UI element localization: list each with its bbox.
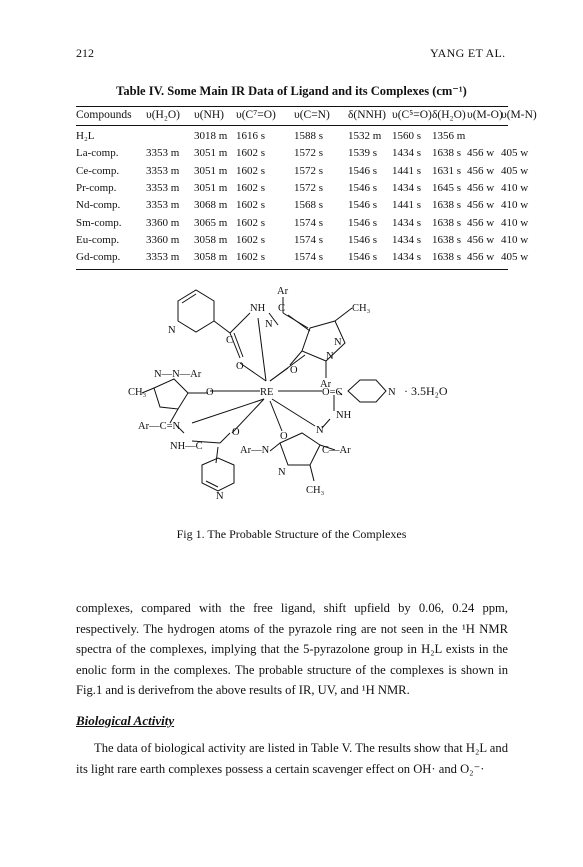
label-hydrate: · 3.5H₂O bbox=[404, 384, 448, 398]
cell-h2o-bend: 1638 s bbox=[432, 147, 462, 160]
col-header-nnh: δ(NNH) bbox=[348, 109, 386, 121]
label-nh-top: NH bbox=[250, 303, 266, 314]
cell-c5o: 1434 s bbox=[392, 216, 422, 229]
label-n-pyrazole-top2: N bbox=[326, 351, 334, 362]
cell-nnh: 1546 s bbox=[348, 181, 378, 194]
cell-compound: Gd-comp. bbox=[76, 251, 121, 264]
cell-mn: 405 w bbox=[501, 147, 529, 160]
cell-c7o: 1602 s bbox=[236, 251, 266, 264]
running-head: YANG ET AL. bbox=[430, 46, 506, 60]
col-header-mn: υ(M-N) bbox=[501, 109, 537, 121]
cell-cn: 1574 s bbox=[294, 216, 324, 229]
cell-h2o-stretch: 3353 m bbox=[146, 147, 180, 160]
label-ar-pyrazole-top: Ar bbox=[320, 379, 332, 390]
cell-compound: Eu-comp. bbox=[76, 233, 120, 246]
cell-h2o-stretch: 3360 m bbox=[146, 216, 180, 229]
cell-h2o-stretch: 3353 m bbox=[146, 164, 180, 177]
bond bbox=[335, 308, 352, 321]
bond bbox=[216, 447, 218, 463]
label-n-lower-right: N bbox=[316, 425, 324, 436]
label-o-c-right: O=C bbox=[322, 387, 343, 398]
bond-re-n-pyraz bbox=[270, 355, 305, 381]
cell-compound: Sm-comp. bbox=[76, 216, 122, 229]
cell-mo: 456 w bbox=[467, 199, 495, 212]
cell-nh: 3051 m bbox=[194, 164, 228, 177]
cell-h2o-stretch: 3353 m bbox=[146, 181, 180, 194]
cell-h2o-stretch: 3353 m bbox=[146, 251, 180, 264]
label-ar-n-lower: Ar—N bbox=[240, 445, 270, 456]
cell-nnh: 1546 s bbox=[348, 216, 378, 229]
cell-h2o-bend: 1638 s bbox=[432, 199, 462, 212]
cell-compound: H₂L bbox=[76, 130, 95, 142]
cell-mo: 456 w bbox=[467, 147, 495, 160]
table-top-rule bbox=[76, 106, 508, 107]
cell-c7o: 1602 s bbox=[236, 164, 266, 177]
label-n-n-ar: N—N—Ar bbox=[154, 369, 202, 380]
cell-mo: 456 w bbox=[467, 233, 495, 246]
cell-cn: 1574 s bbox=[294, 251, 324, 264]
bond-re-o-lower bbox=[270, 401, 282, 431]
cell-h2o-bend: 1631 s bbox=[432, 164, 462, 177]
table-header-rule bbox=[76, 125, 508, 126]
cell-mn: 410 w bbox=[501, 216, 529, 229]
table-bottom-rule bbox=[76, 269, 508, 270]
cell-h2o-bend: 1638 s bbox=[432, 216, 462, 229]
label-ch3-left: CH₃ bbox=[128, 387, 147, 398]
cell-h2o-bend: 1638 s bbox=[432, 233, 462, 246]
bond bbox=[214, 321, 230, 333]
bond-re-o-top-left bbox=[240, 363, 266, 381]
pyridine-ring-top-left bbox=[178, 290, 214, 332]
label-o-amide-top: O bbox=[236, 361, 244, 372]
label-n-pyridine-left: N bbox=[168, 325, 176, 336]
cell-c7o: 1602 s bbox=[236, 147, 266, 160]
label-c-amide-top: C bbox=[226, 335, 234, 346]
cell-h2o-bend: 1645 s bbox=[432, 181, 462, 194]
cell-nnh: 1546 s bbox=[348, 199, 378, 212]
cell-cn: 1572 s bbox=[294, 147, 324, 160]
label-c-top: C bbox=[278, 303, 286, 314]
label-rare-earth: RE bbox=[260, 387, 274, 398]
cell-c7o: 1602 s bbox=[236, 181, 266, 194]
cell-cn: 1588 s bbox=[294, 130, 324, 142]
label-o-pyrazole-top: O bbox=[290, 365, 298, 376]
cell-nh: 3051 m bbox=[194, 147, 228, 160]
cell-c5o: 1434 s bbox=[392, 181, 422, 194]
body-paragraph-2 bbox=[76, 738, 508, 779]
cell-c5o: 1441 s bbox=[392, 164, 422, 177]
cell-c7o: 1602 s bbox=[236, 199, 266, 212]
page-number: 212 bbox=[76, 46, 94, 60]
pyridine-ring-bottom bbox=[202, 458, 234, 491]
cell-c5o: 1434 s bbox=[392, 233, 422, 246]
label-ar-c-n: Ar—C=N bbox=[138, 421, 181, 432]
col-header-h2o-stretch: υ(H₂O) bbox=[146, 109, 180, 121]
cell-h2o-stretch: 3360 m bbox=[146, 233, 180, 246]
cell-mo: 456 w bbox=[467, 216, 495, 229]
cell-c5o: 1560 s bbox=[392, 130, 422, 142]
cell-compound: Ce-comp. bbox=[76, 164, 120, 177]
cell-compound: Pr-comp. bbox=[76, 181, 117, 194]
cell-cn: 1572 s bbox=[294, 181, 324, 194]
bond bbox=[220, 433, 230, 443]
col-header-c5o: υ(C⁵=O) bbox=[392, 109, 432, 121]
label-nh-right: NH bbox=[336, 410, 352, 421]
cell-nh: 3051 m bbox=[194, 181, 228, 194]
body-paragraph-1 bbox=[76, 598, 508, 701]
cell-c5o: 1434 s bbox=[392, 251, 422, 264]
complex-structure-figure bbox=[130, 283, 470, 513]
table-caption: Table IV. Some Main IR Data of Ligand and its Complexes (cm⁻¹) bbox=[116, 84, 467, 98]
label-n-pyridine-right: N bbox=[388, 387, 396, 398]
cell-nh: 3068 m bbox=[194, 199, 228, 212]
pyridine-ring-top-left-double bbox=[182, 294, 196, 303]
cell-compound: La-comp. bbox=[76, 147, 119, 160]
cell-cn: 1568 s bbox=[294, 199, 324, 212]
cell-nh: 3018 m bbox=[194, 130, 228, 142]
cell-nnh: 1546 s bbox=[348, 233, 378, 246]
col-header-mo: υ(M-O) bbox=[467, 109, 503, 121]
body-paragraph-2-text: The data of biological activity are listed in Table V. The results show that H₂L and its light rare earth complexes possess a certain scavenger effect on OH· and O₂⁻· bbox=[76, 741, 508, 776]
col-header-c7o: υ(C⁷=O) bbox=[236, 109, 276, 121]
pyridine-ring-right bbox=[348, 380, 386, 402]
cell-c5o: 1441 s bbox=[392, 199, 422, 212]
cell-compound: Nd-comp. bbox=[76, 199, 121, 212]
bond bbox=[288, 315, 310, 331]
cell-mn: 405 w bbox=[501, 251, 529, 264]
label-ch3-top: CH₃ bbox=[352, 303, 371, 314]
col-header-h2o-bend: δ(H₂O) bbox=[432, 109, 466, 121]
cell-nh: 3058 m bbox=[194, 251, 228, 264]
bond bbox=[270, 443, 280, 451]
cell-c7o: 1602 s bbox=[236, 233, 266, 246]
cell-mo: 456 w bbox=[467, 181, 495, 194]
cell-mn: 410 w bbox=[501, 199, 529, 212]
cell-nh: 3065 m bbox=[194, 216, 228, 229]
label-ar-top: Ar bbox=[277, 286, 289, 297]
cell-cn: 1574 s bbox=[294, 233, 324, 246]
label-o-left: O bbox=[206, 387, 214, 398]
cell-cn: 1572 s bbox=[294, 164, 324, 177]
label-o-lower: O bbox=[280, 431, 288, 442]
cell-nnh: 1546 s bbox=[348, 251, 378, 264]
label-n-top: N bbox=[265, 319, 273, 330]
cell-h2o-stretch: 3353 m bbox=[146, 199, 180, 212]
cell-c7o: 1616 s bbox=[236, 130, 266, 142]
figure-caption: Fig 1. The Probable Structure of the Complexes bbox=[176, 527, 407, 541]
cell-nnh: 1539 s bbox=[348, 147, 378, 160]
cell-h2o-bend: 1356 m bbox=[432, 130, 466, 142]
body-paragraph-1-text: complexes, compared with the free ligand, shift upfield by 0.06, 0.24 ppm, respectively. The hydrogen atoms of the pyrazole ring are not seen in the ¹H NMR spectra of the complexes, implying that the 5-pyrazolone group in H₂L exists in the enolic form in the complexes. The probable structure of the complexes is shown in Fig.1 and is derivefrom the above results of IR, UV, and ¹H NMR. bbox=[76, 601, 508, 698]
col-header-compounds: Compounds bbox=[76, 109, 132, 121]
label-ch3-bottom: CH₃ bbox=[306, 485, 325, 496]
label-n-pyrazole-top1: N bbox=[334, 337, 342, 348]
cell-mn: 410 w bbox=[501, 233, 529, 246]
cell-mn: 405 w bbox=[501, 164, 529, 177]
label-c-ar-lower: C—Ar bbox=[322, 445, 351, 456]
bond bbox=[230, 313, 250, 333]
bond bbox=[310, 465, 314, 481]
cell-nnh: 1546 s bbox=[348, 164, 378, 177]
label-n-pyrazole-low: N bbox=[278, 467, 286, 478]
col-header-nh: υ(NH) bbox=[194, 109, 224, 121]
label-nh-c-lower: NH—C bbox=[170, 441, 203, 452]
cell-nnh: 1532 m bbox=[348, 130, 382, 142]
cell-mo: 456 w bbox=[467, 251, 495, 264]
label-n-pyridine-bottom: N bbox=[216, 491, 224, 502]
col-header-cn: υ(C=N) bbox=[294, 109, 330, 121]
cell-mo: 456 w bbox=[467, 164, 495, 177]
cell-h2o-bend: 1638 s bbox=[432, 251, 462, 264]
label-o-lower-left: O bbox=[232, 427, 240, 438]
cell-c5o: 1434 s bbox=[392, 147, 422, 160]
cell-mn: 410 w bbox=[501, 181, 529, 194]
cell-nh: 3058 m bbox=[194, 233, 228, 246]
cell-c7o: 1602 s bbox=[236, 216, 266, 229]
section-heading: Biological Activity bbox=[76, 713, 175, 728]
pyrazole-ring-left bbox=[154, 379, 188, 409]
